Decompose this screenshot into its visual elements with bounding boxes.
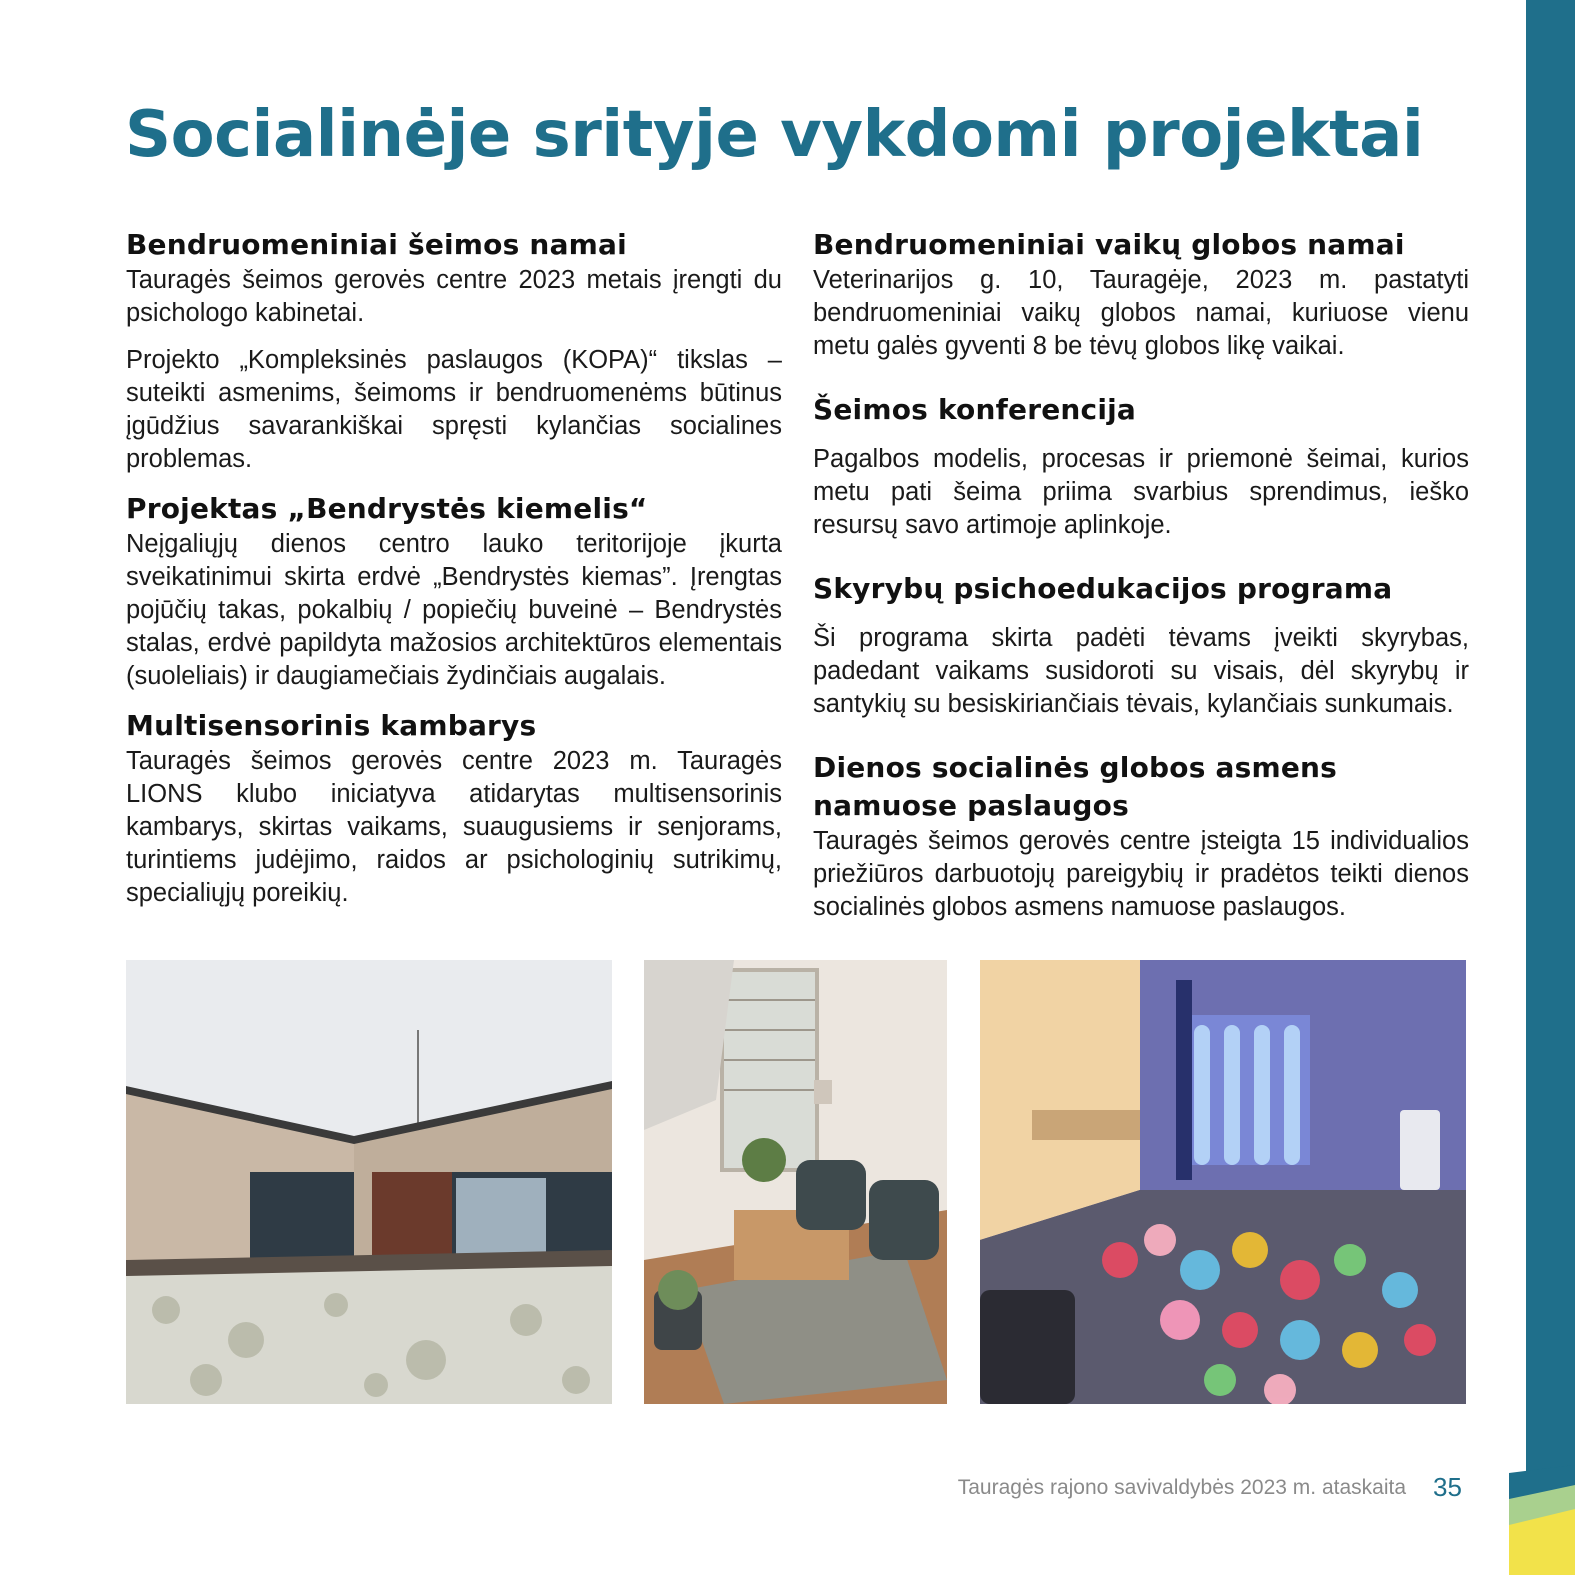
page-title: Socialinėje srityje vykdomi projektai	[125, 98, 1424, 172]
section-paragraph: Neįgaliųjų dienos centro lauko teritorijoje įkurta sveikatinimui skirta erdvė „Bendrystės kiemas”. Įrengtas pojūčių takas, pokalbių / popiečių buveinė – Bendrystės stalas, erdvė papildyta mažosios architektūros elementais (suoleliais) ir daugiamečiais žydinčiais augalais.	[126, 530, 782, 690]
right-column	[813, 226, 1469, 924]
corner-decoration	[1509, 1465, 1575, 1575]
decorative-side-bar	[1526, 0, 1575, 1575]
section-home-care-services	[813, 749, 1469, 924]
section-heading: Multisensorinis kambarys	[126, 709, 537, 742]
section-heading: Skyrybų psichoedukacijos programa	[813, 572, 1393, 605]
section-paragraph: Tauragės šeimos gerovės centre įsteigta 15 individualios priežiūros darbuotojų pareigybių ir pradėtos teikti dienos socialinės globos asmens namuose paslaugos.	[813, 827, 1469, 921]
section-heading: Bendruomeniniai šeimos namai	[126, 228, 627, 261]
section-multisensory-room	[126, 707, 782, 910]
section-paragraph: Tauragės šeimos gerovės centre 2023 metais įrengti du psichologo kabinetai.	[126, 266, 782, 327]
section-heading: Dienos socialinės globos asmens namuose paslaugos	[813, 751, 1338, 822]
section-paragraph: Tauragės šeimos gerovės centre 2023 m. Tauragės LIONS klubo iniciatyva atidarytas multisensorinis kambarys, skirtas vaikams, suaugusiems ir senjorams, turintiems judėjimo, raidos ar psichologinių sutrikimų, specialiųjų poreikių.	[126, 747, 782, 907]
section-paragraph: Veterinarijos g. 10, Tauragėje, 2023 m. pastatyti bendruomeniniai vaikų globos namai, kuriuose vienu metu galės gyventi 8 be tėvų globos likę vaikai.	[813, 266, 1469, 360]
section-paragraph: Pagalbos modelis, procesas ir priemonė šeimai, kurios metu pati šeima priima svarbius sprendimus, ieško resursų savo artimoje aplinkoje.	[813, 445, 1469, 539]
footer-report-title: Tauragės rajono savivaldybės 2023 m. ataskaita	[957, 1476, 1406, 1499]
photo-multisensory-room	[980, 960, 1466, 1404]
section-paragraph: Ši programa skirta padėti tėvams įveikti skyrybas, padedant vaikams susidoroti su visais, dėl skyrybų ir santykių su besiskiriančiais tėvais, kylančiais sunkumais.	[813, 624, 1469, 718]
photo-office-interior	[644, 960, 947, 1404]
section-family-conference	[813, 391, 1469, 542]
left-column	[126, 226, 782, 910]
section-paragraph: Projekto „Kompleksinės paslaugos (KOPA)“ tikslas – suteikti asmenims, šeimoms ir bendruomenėms būtinus įgūdžius savarankiškai spręsti kylančias socialines problemas.	[126, 346, 782, 473]
page-number: 35	[1433, 1472, 1462, 1502]
section-heading: Projektas „Bendrystės kiemelis“	[126, 492, 648, 525]
section-heading: Šeimos konferencija	[813, 393, 1137, 426]
section-children-care-home	[813, 226, 1469, 363]
section-heading: Bendruomeniniai vaikų globos namai	[813, 228, 1405, 261]
section-community-family-home	[126, 226, 782, 476]
photo-building-exterior	[126, 960, 612, 1404]
section-community-yard-project	[126, 490, 782, 693]
section-divorce-psychoeducation	[813, 570, 1469, 721]
